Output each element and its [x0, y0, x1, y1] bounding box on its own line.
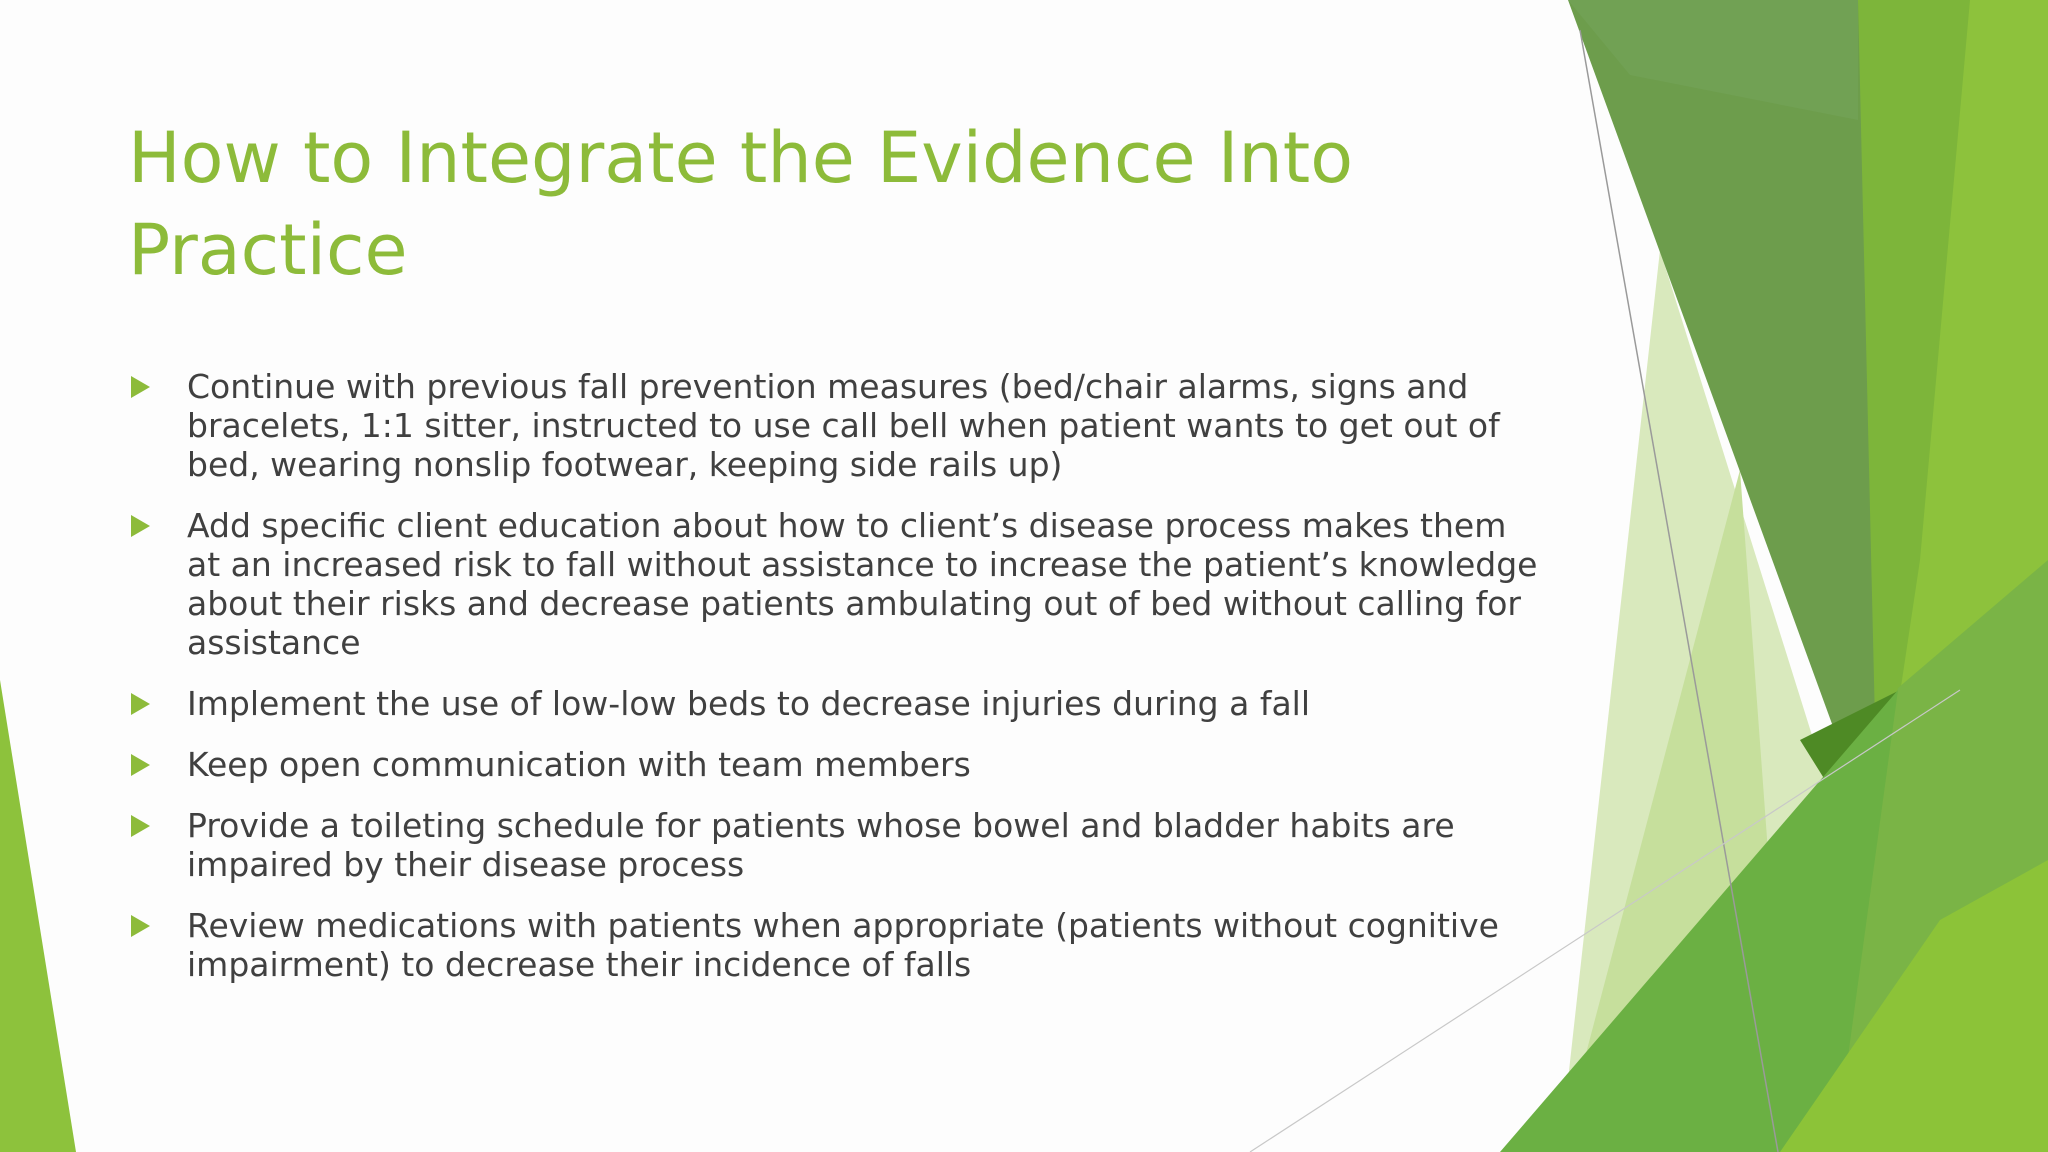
triangle-right-icon: [131, 815, 150, 837]
bullet-text: Implement the use of low-low beds to decrease injuries during a fall: [187, 684, 1310, 723]
bullet-list: [128, 367, 1548, 1006]
triangle-right-icon: [131, 693, 150, 715]
bullet-item: [128, 906, 1548, 984]
bullet-item: [128, 506, 1548, 662]
bullet-text: Provide a toileting schedule for patients whose bowel and bladder habits are impaired by their disease process: [187, 806, 1455, 884]
bullet-item: [128, 806, 1548, 884]
left-green-sliver: [0, 680, 76, 1152]
triangle-right-icon: [131, 376, 150, 398]
bullet-item: [128, 745, 1548, 784]
triangle-right-icon: [131, 915, 150, 937]
triangle-right-icon: [131, 754, 150, 776]
bullet-text: Keep open communication with team members: [187, 745, 971, 784]
slide-title: How to Integrate the Evidence Into Practice: [128, 117, 1354, 291]
bullet-text: Continue with previous fall prevention measures (bed/chair alarms, signs and bracelets, 1:1 sitter, instructed to use call bell when patient wants to get out of bed, wearing nonslip footwear, keeping side rails up): [187, 367, 1500, 484]
bullet-item: [128, 367, 1548, 484]
bullet-text: Add specific client education about how to client’s disease process makes them at an increased risk to fall without assistance to increase the patient’s knowledge about their risks and decrease patients ambulating out of bed without calling for assistance: [187, 506, 1538, 662]
triangle-right-icon: [131, 515, 150, 537]
bullet-text: Review medications with patients when appropriate (patients without cognitive impairment) to decrease their incidence of falls: [187, 906, 1499, 984]
bullet-item: [128, 684, 1548, 723]
